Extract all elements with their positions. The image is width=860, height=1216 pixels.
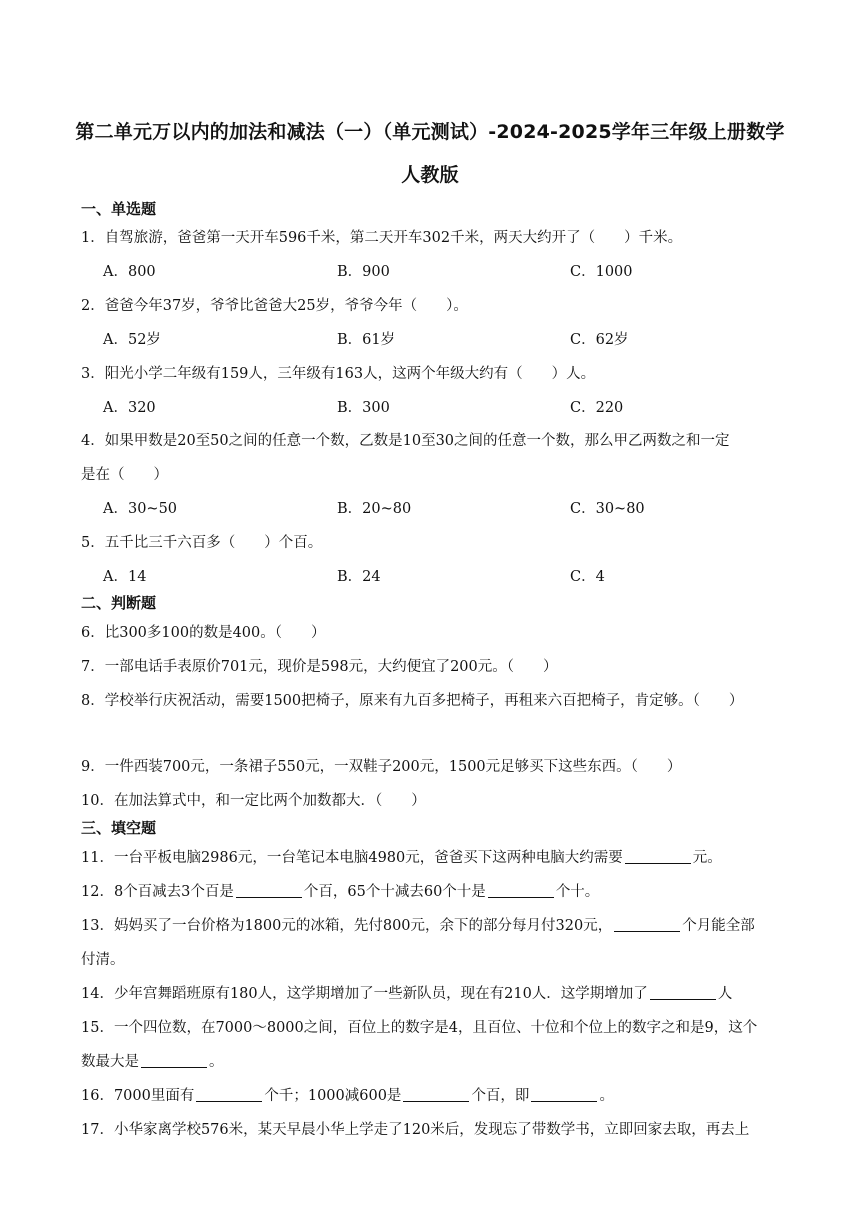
- question-5: 5．五千比三千六百多（ ）个百。: [81, 535, 323, 551]
- q16-text-d: 。: [599, 1088, 614, 1104]
- q5-option-b: B．24: [337, 569, 381, 585]
- question-1: 1．自驾旅游，爸爸第一天开车596千米，第二天开车302千米，两天大约开了（ ）千米。: [81, 230, 683, 246]
- q1-option-b: B．900: [337, 264, 390, 280]
- q5-option-c: C．4: [570, 569, 605, 585]
- answer-blank[interactable]: [531, 1087, 597, 1102]
- question-15-line-2: [81, 1050, 811, 1071]
- q16-text-c: 个百，即: [471, 1088, 530, 1104]
- question-14: [81, 982, 811, 1003]
- question-3: 3．阳光小学二年级有159人，三年级有163人，这两个年级大约有（ ）人。: [81, 366, 596, 382]
- q14-text-b: 人: [717, 986, 733, 1002]
- question-12: [81, 880, 811, 901]
- answer-blank[interactable]: [614, 917, 680, 932]
- section-heading-true-false: 二、判断题: [81, 594, 157, 612]
- q12-text-a: 12．8个百减去3个百是: [81, 884, 234, 900]
- q16-text-b: 个千；1000减600是: [264, 1088, 402, 1104]
- question-11: [81, 846, 811, 867]
- question-4-line-2: 是在（ ）: [81, 467, 168, 483]
- question-9: 9．一件西装700元，一条裙子550元，一双鞋子200元，1500元足够买下这些东西。（ ）: [81, 759, 682, 775]
- q2-option-a: A．52岁: [103, 332, 161, 348]
- q5-option-a: A．14: [103, 569, 147, 585]
- q1-option-c: C．1000: [570, 264, 633, 280]
- answer-blank[interactable]: [236, 883, 302, 898]
- question-15-line-1: 15．一个四位数，在7000～8000之间，百位上的数字是4，且百位、十位和个位上的数字之和是9，这个: [81, 1020, 758, 1036]
- q2-option-b: B．61岁: [337, 332, 396, 348]
- q13-text-b: 个月能全部: [682, 918, 755, 934]
- q3-option-b: B．300: [337, 400, 390, 416]
- section-heading-fill-blank: 三、填空题: [81, 819, 157, 837]
- q11-text-a: 11．一台平板电脑2986元，一台笔记本电脑4980元，爸爸买下这两种电脑大约需要: [81, 850, 623, 866]
- q15-text-a: 数最大是: [81, 1054, 139, 1070]
- q12-text-b: 个百，65个十减去60个十是: [303, 884, 486, 900]
- question-4-line-1: 4．如果甲数是20至50之间的任意一个数，乙数是10至30之间的任意一个数，那么甲乙两数之和一定: [81, 433, 730, 449]
- q13-text-a: 13．妈妈买了一台价格为1800元的冰箱，先付800元，余下的部分每月付320元，: [81, 918, 613, 934]
- q11-text-b: 元。: [692, 850, 722, 866]
- question-17: 17．小华家离学校576米，某天早晨小华上学走了120米后，发现忘了带数学书，立即回家去取，再去上: [81, 1122, 750, 1138]
- question-16: [81, 1084, 811, 1105]
- q14-text-a: 14．少年宫舞蹈班原有180人，这学期增加了一些新队员，现在有210人．这学期增加了: [81, 986, 648, 1002]
- question-10: 10．在加法算式中，和一定比两个加数都大．（ ）: [81, 793, 426, 809]
- answer-blank[interactable]: [403, 1087, 469, 1102]
- question-7: 7．一部电话手表原价701元，现价是598元，大约便宜了200元。（ ）: [81, 659, 558, 675]
- answer-blank[interactable]: [650, 985, 716, 1000]
- question-6: 6．比300多100的数是400。（ ）: [81, 625, 326, 641]
- q4-option-b: B．20~80: [337, 501, 412, 517]
- answer-blank[interactable]: [488, 883, 554, 898]
- q3-option-a: A．320: [103, 400, 156, 416]
- q4-option-a: A．30~50: [103, 501, 178, 517]
- question-13-line-2: 付清。: [81, 952, 125, 968]
- q15-text-b: 。: [209, 1054, 224, 1070]
- question-2: 2．爸爸今年37岁，爷爷比爸爸大25岁，爷爷今年（ ）。: [81, 298, 468, 314]
- worksheet-title: 第二单元万以内的加法和减法（一）（单元测试）-2024-2025学年三年级上册数学: [75, 121, 785, 143]
- answer-blank[interactable]: [625, 849, 691, 864]
- q1-option-a: A．800: [103, 264, 156, 280]
- q2-option-c: C．62岁: [570, 332, 629, 348]
- q12-text-c: 个十。: [555, 884, 600, 900]
- section-heading-single-choice: 一、单选题: [81, 200, 157, 218]
- q3-option-c: C．220: [570, 400, 624, 416]
- question-13-line-1: [81, 914, 811, 935]
- answer-blank[interactable]: [196, 1087, 262, 1102]
- answer-blank[interactable]: [141, 1053, 207, 1068]
- question-8: 8．学校举行庆祝活动，需要1500把椅子，原来有九百多把椅子，再租来六百把椅子，肯定够。（ ）: [81, 693, 744, 709]
- worksheet-subtitle: 人教版: [401, 164, 459, 186]
- q4-option-c: C．30~80: [570, 501, 645, 517]
- q16-text-a: 16．7000里面有: [81, 1088, 195, 1104]
